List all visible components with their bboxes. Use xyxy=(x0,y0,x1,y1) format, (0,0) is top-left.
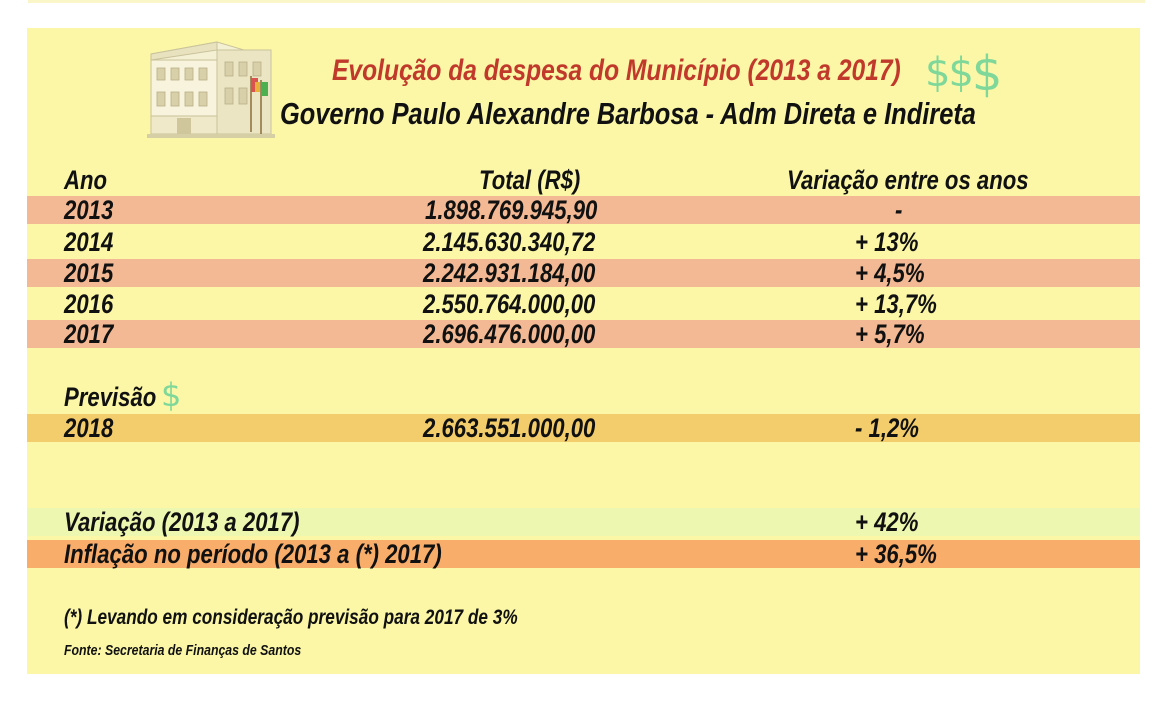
variation-summary-row xyxy=(27,508,1140,536)
row-variation: + 13% xyxy=(855,227,919,257)
row-year: 2016 xyxy=(64,289,114,319)
table-row xyxy=(27,259,1140,287)
top-strip xyxy=(28,0,1145,3)
variation-summary-label: Variação (2013 a 2017) xyxy=(64,507,300,537)
forecast-total: 2.663.551.000,00 xyxy=(423,413,596,443)
row-variation: + 13,7% xyxy=(855,289,937,319)
footnote: (*) Levando em consideração previsão para 2017 de 3% xyxy=(64,606,518,629)
row-year: 2015 xyxy=(64,258,114,288)
header-year: Ano xyxy=(64,165,108,195)
row-total: 2.145.630.340,72 xyxy=(423,227,596,257)
header-total: Total (R$) xyxy=(479,165,581,195)
forecast-label: Previsão xyxy=(64,382,157,412)
table-row xyxy=(27,320,1140,348)
row-year: 2017 xyxy=(64,319,114,349)
table-row xyxy=(27,196,1140,224)
inflation-summary-value: + 36,5% xyxy=(855,539,937,569)
inflation-summary-row xyxy=(27,540,1140,568)
header-variation: Variação entre os anos xyxy=(787,165,1029,195)
table-row xyxy=(27,290,1140,318)
row-variation: - xyxy=(895,195,903,225)
page-title: Evolução da despesa do Município (2013 a 2017) xyxy=(332,54,901,87)
city-hall-illustration xyxy=(147,36,275,140)
source-note: Fonte: Secretaria de Finanças de Santos xyxy=(64,642,302,659)
forecast-year: 2018 xyxy=(64,413,114,443)
row-year: 2014 xyxy=(64,227,114,257)
page-subtitle: Governo Paulo Alexandre Barbosa - Adm Direta e Indireta xyxy=(280,96,976,131)
forecast-variation: - 1,2% xyxy=(855,413,919,443)
row-total: 2.550.764.000,00 xyxy=(423,289,596,319)
infographic-panel xyxy=(27,28,1140,674)
forecast-row xyxy=(27,414,1140,442)
row-year: 2013 xyxy=(64,195,114,225)
inflation-summary-label: Inflação no período (2013 a (*) 2017) xyxy=(64,539,442,569)
table-row xyxy=(27,228,1140,256)
row-total: 2.242.931.184,00 xyxy=(423,258,596,288)
table-header xyxy=(27,166,1140,194)
row-variation: + 5,7% xyxy=(855,319,925,349)
dollar-signs-icon: $$$ xyxy=(925,46,1001,102)
variation-summary-value: + 42% xyxy=(855,507,919,537)
forecast-heading xyxy=(27,383,1140,411)
row-variation: + 4,5% xyxy=(855,258,925,288)
row-total: 1.898.769.945,90 xyxy=(425,195,598,225)
row-total: 2.696.476.000,00 xyxy=(423,319,596,349)
dollar-sign-icon: $ xyxy=(161,376,182,414)
